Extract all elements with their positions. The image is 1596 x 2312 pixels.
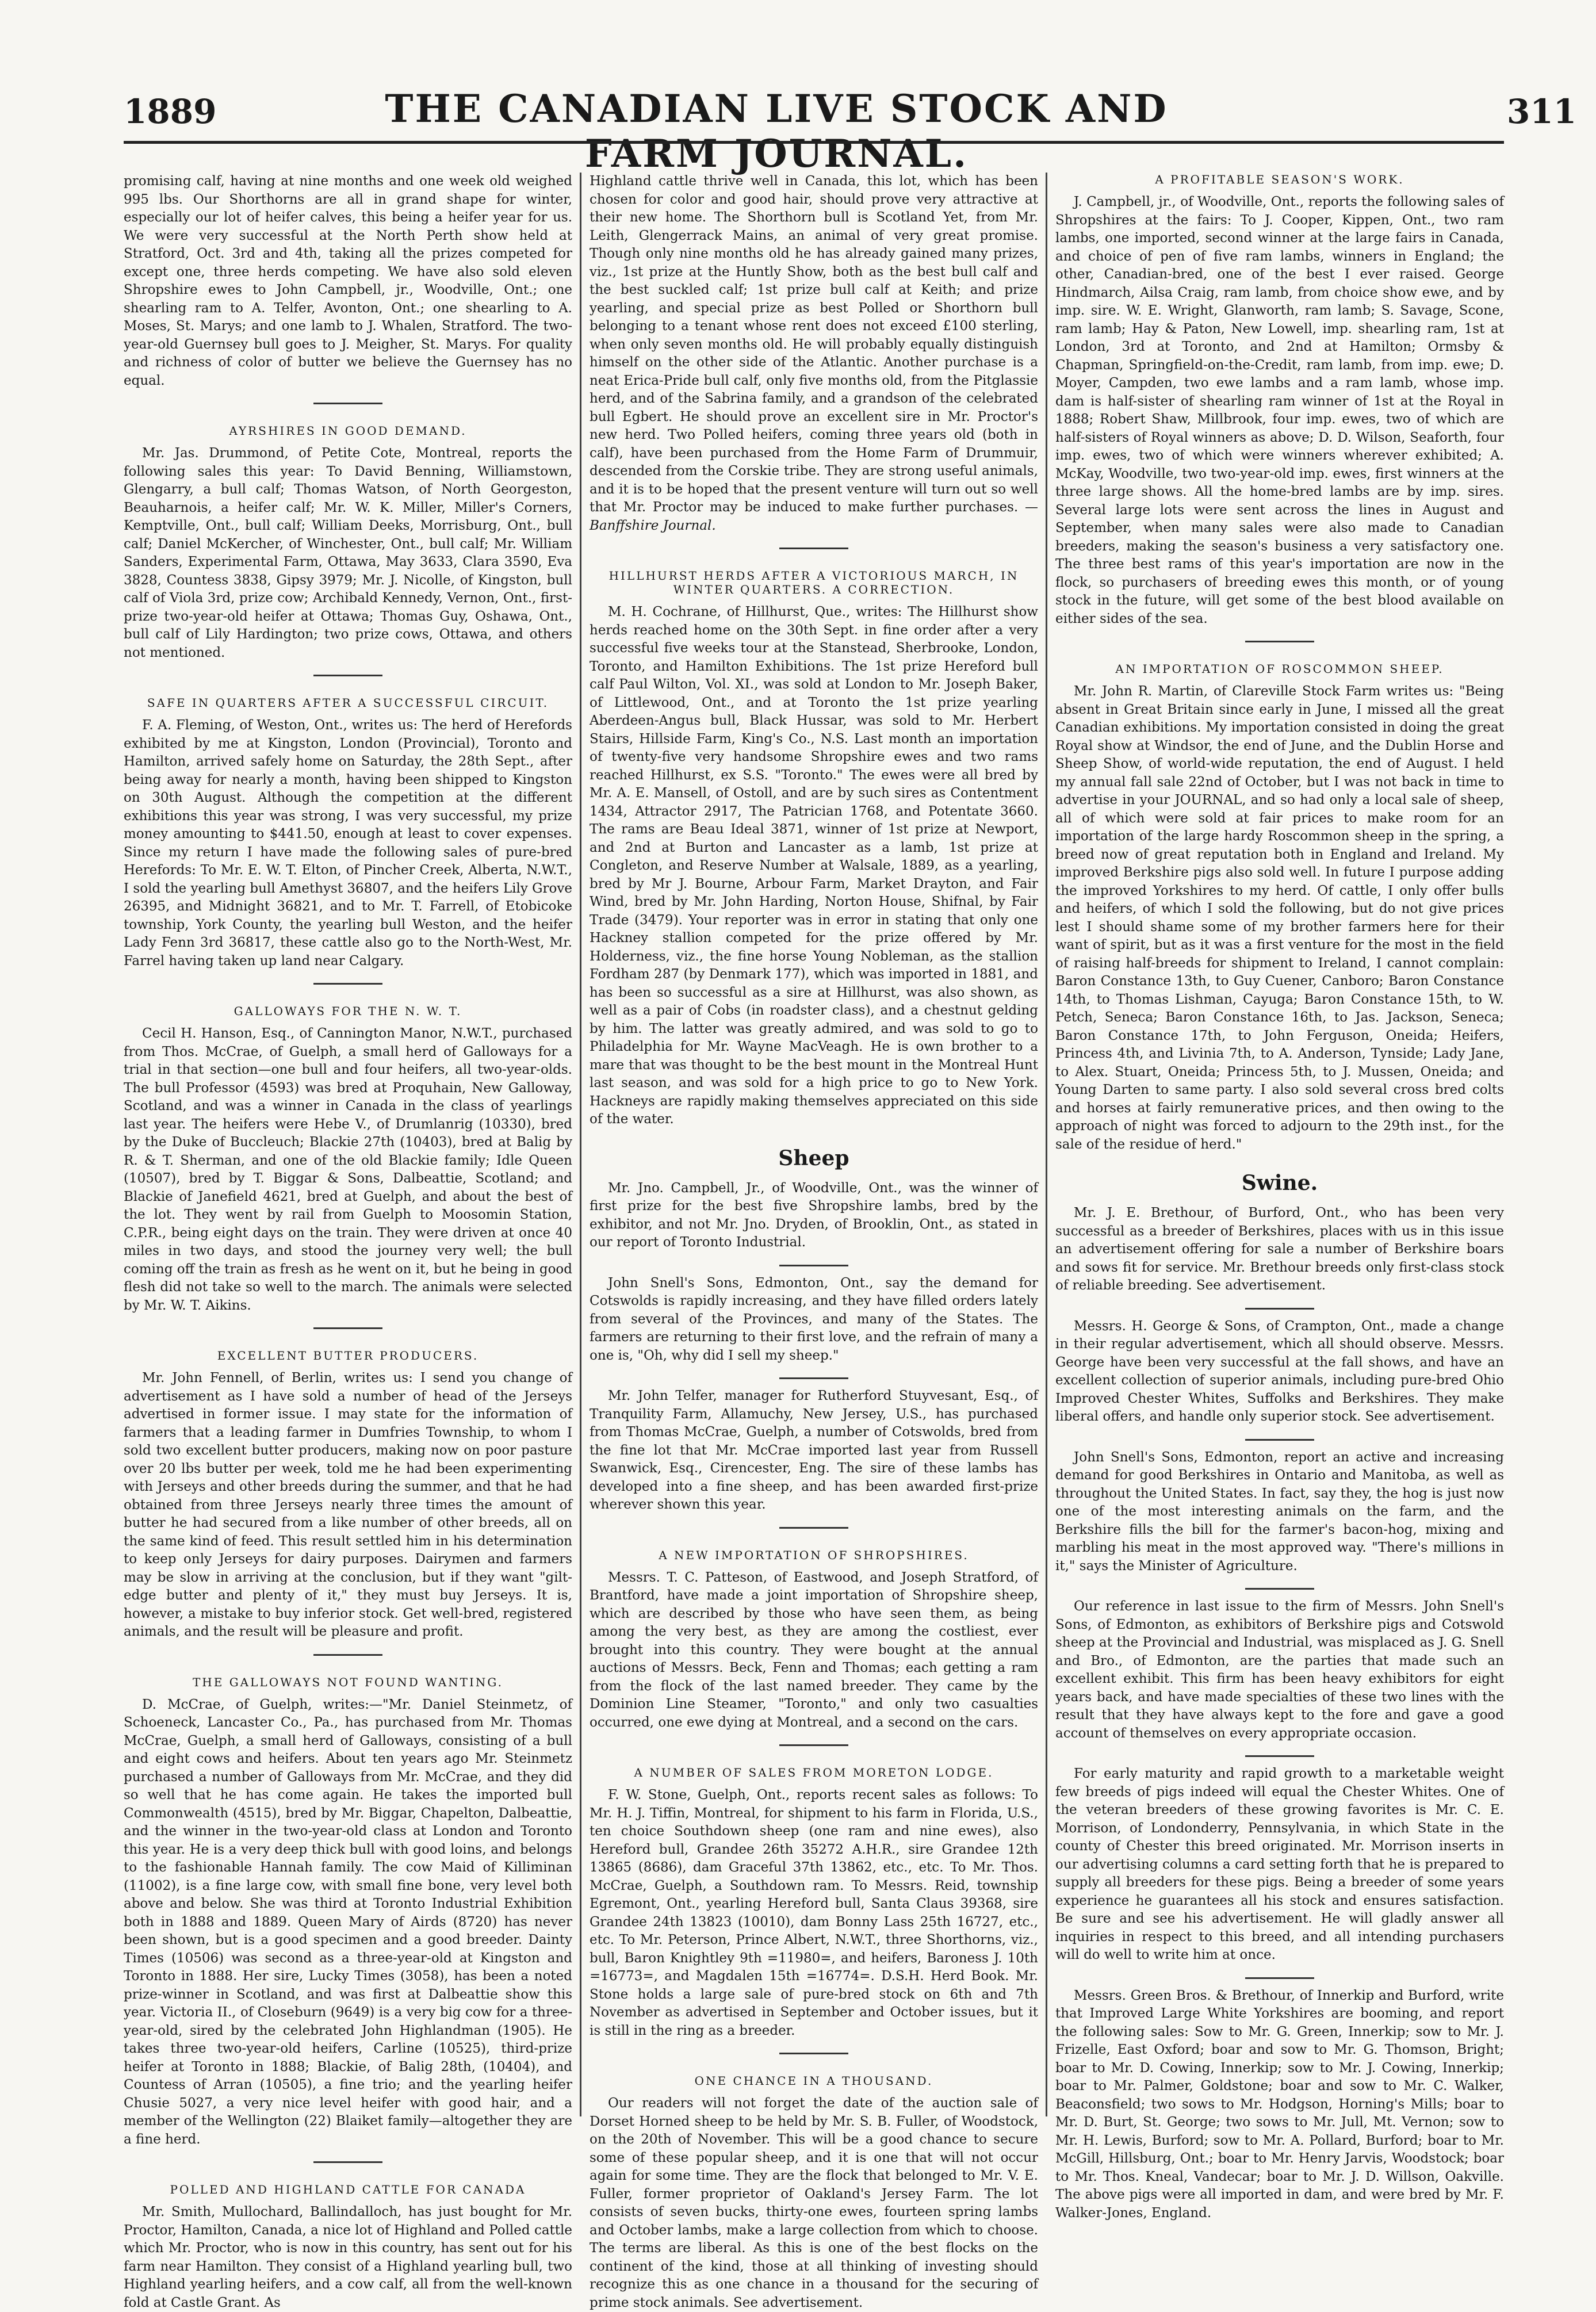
section-divider bbox=[1245, 1977, 1314, 1979]
section-divider bbox=[313, 403, 382, 404]
article-paragraph: Mr. John R. Martin, of Clareville Stock Farm writes us: "Being absent in Great Britain since early in June, I missed all the great Canadian exhibitions. My importation consisted in doing the great Royal show at Windsor, the end of June, and the Dublin Horse and Sheep Show, of world-wide reputation, the end of August. I held my annual fall sale 22nd of October, but I was not back in time to advertise in your JOURNAL, and so had only a local sale of sheep, all of which were sold at fair prices to make room for an importation of the large hardy Roscommon sheep in the spring, a breed now of great reputation both in England and Ireland. My improved Berkshire pigs also sold well. In future I purpose adding the improved Yorkshires to my herd. Of cattle, I only offer bulls and heifers, of which I sold the following, but do not give prices lest I should shame some of my brother farmers here for their want of spirit, but as it was a first venture for the most in the field of raising half-breeds for shipment to Ireland, I cannot complain: Baron Constance 13th, to Guy Cuener, Canboro; Baron Constance 14th, to Thomas Lishman, Cayuga; Baron Constance 15th, to W. Petch, Seneca; Baron Constance 16th, to Jas. Jackson, Seneca; Baron Constance 17th, to John Ferguson, Oneida; Heifers, Princess 4th, and Livinia 7th, to A. Anderson, Tynside; Lady Jane, to Alex. Stuart, Oneida; Princess 5th, to J. Mussen, Oneida; and Young Darten to same party. I also sold several cross bred colts and horses at fairly remunerative prices, and then owing to the approach of night was forced to adjourn to the 29th inst., for the sale of the residue of herd." bbox=[1055, 684, 1504, 1152]
section-divider bbox=[779, 1527, 848, 1529]
article-paragraph: Mr. Smith, Mullochard, Ballindalloch, has just bought for Mr. Proctor, Hamilton, Canada, a nice lot of Highland and Polled cattle which Mr. Proctor, who is now in this country, has sent out for his farm near Hamilton. They consist of a Highland yearling bull, two Highland yearling heifers, and a cow calf, all from the well-known fold at Castle Grant. As bbox=[124, 2204, 572, 2310]
journal-title: THE CANADIAN LIVE STOCK AND FARM JOURNAL. bbox=[385, 86, 1168, 176]
page-number: 311 bbox=[1507, 92, 1577, 131]
article-paragraph: Mr. John Telfer, manager for Rutherford Stuyvesant, Esq., of Tranquility Farm, Allamuchy, New Jersey, U.S., has purchased from Thomas McCrae, Guelph, a number of Cotswolds, bred from the fine lot that Mr. McCrae imported last year from Russell Swanwick, Esq., Cirencester, Eng. The sire of these lambs has developed into a fine sheep, and has been awarded first-prize wherever shown this year. bbox=[590, 1388, 1038, 1512]
article-paragraph: John Snell's Sons, Edmonton, Ont., say the demand for Cotswolds is rapidly increasing, and they have filled orders lately from several of the Provinces, and many of the States. The farmers are returning to their first love, and the refrain of many a one is, "Oh, why did I sell my sheep." bbox=[590, 1275, 1038, 1363]
article-heading: A PROFITABLE SEASON'S WORK. bbox=[1155, 173, 1404, 186]
article-paragraph: F. A. Fleming, of Weston, Ont., writes us: The herd of Herefords exhibited by me at Kingston, London (Provincial), Toronto and Hamilton, arrived safely home on Saturday, the 28th Sept., after being away for nearly a month, having been shipped to Kingston on 30th August. Although the competition at the different exhibitions this year was strong, I was very successful, my prize money amounting to $441.50, enough at least to cover expenses. Since my return I have made the following sales of pure-bred Herefords: To Mr. E. W. T. Elton, of Pincher Creek, Alberta, N.W.T., I sold the yearling bull Amethyst 36807, and the heifers Lily Grove 26395, and Midnight 36821, and to Mr. T. Farrell, of Etobicoke township, York County, the yearling bull Weston, and the heifer Lady Fenn 3rd 36817, these cattle also go to the North-West, Mr. Farrel having taken up land near Calgary. bbox=[124, 718, 572, 969]
article-heading: SAFE IN QUARTERS AFTER A SUCCESSFUL CIRCUIT. bbox=[147, 696, 549, 710]
section-divider bbox=[779, 548, 848, 549]
paragraph-text: Highland cattle thrive well in Canada, this lot, which has been chosen for color and good hair, should prove very attractive at their new home. The Shorthorn bull is Scotland Yet, from Mr. Leith, Glengerrack Mains, an animal of very great promise. Though only nine months old he has already gained many prizes, viz., 1st prize at the Huntly Show, both as the best bull calf and the best suckled calf; 1st prize bull calf at Keith; and prize yearling, and special prize as best Polled or Shorthorn bull belonging to a tenant whose rent does not exceed £100 sterling, when only seven months old. He will probably equally distinguish himself on the other side of the Atlantic. Another purchase is a neat Erica-Pride bull calf, only five months old, from the Pitglassie herd, and of the Sabrina family, and a grandson of the celebrated bull Egbert. He should prove an excellent sire in Mr. Proctor's new herd. Two Polled heifers, coming three years old (both in calf), have been purchased from the Home Farm of Drummuir, descended from the Corskie tribe. They are strong useful animals, and it is to be hoped that the present venture will turn out so well that Mr. Proctor may be induced to make further purchases. bbox=[590, 174, 1038, 515]
section-divider bbox=[313, 2161, 382, 2163]
article-paragraph: Mr. Jno. Campbell, Jr., of Woodville, Ont., was the winner of first prize for the best five Shropshire lambs, bred by the exhibitor, and not Mr. Jno. Dryden, of Brooklin, Ont., as stated in our report of Toronto Industrial. bbox=[590, 1180, 1038, 1250]
article-heading: HILLHURST HERDS AFTER A VICTORIOUS MARCH, IN WINTER QUARTERS. A CORRECTION. bbox=[608, 569, 1019, 596]
section-divider bbox=[779, 1744, 848, 1746]
article-paragraph: Mr. John Fennell, of Berlin, writes us: I send you change of advertisement as I have sold a number of head of the Jerseys advertised in former issue. I may state for the information of farmers that a leading farmer in Dumfries Township, to whom I sold two excellent butter producers, making now on poor pasture over 20 lbs butter per week, told me he had been experimenting with Jerseys and other breeds during the summer, and that he had obtained from three Jerseys nearly three times the amount of butter he had secured from a like number of other breeds, all on the same kind of feed. This result settled him in his determination to keep only Jerseys for dairy purposes. Dairymen and farmers may be slow in arriving at the conclusion, but if they want "gilt-edge butter and plenty of it," they must buy Jerseys. It is, however, a mistake to buy inferior stock. Get well-bred, registered animals, and the result will be pleasure and profit. bbox=[124, 1371, 572, 1639]
article-paragraph: J. Campbell, jr., of Woodville, Ont., reports the following sales of Shropshires at the fairs: To J. Cooper, Kippen, Ont., two ram lambs, one imported, second winner at the large fairs in Canada, and choice of pen of five ram lambs, winners in England; the other, Canadian-bred, one of the best I ever raised. George Hindmarch, Ailsa Craig, ram lamb, from choice show ewe, and by imp. sire. W. E. Wright, Glanworth, ram lamb; S. Savage, Scone, ram lamb; Hay & Paton, New Lowell, imp. shearling ram, 1st at London, 3rd at Toronto, and 2nd at Hamilton; Ormsby & Chapman, Springfield-on-the-Credit, ram lamb, from imp. ewe; D. Moyer, Campden, two ewe lambs and a ram lamb, whose imp. dam is half-sister of shearling ram winner of 1st at the Royal in 1888; Robert Shaw, Millbrook, four imp. ewes, two of which are half-sisters of Royal winners as above; D. D. Wilson, Seaforth, four imp. ewes, two of which were winners wherever exhibited; A. McKay, Woodville, two two-year-old imp. ewes, first winners at the three large shows. All the home-bred lambs are by imp. sires. Several large lots were sent across the lines in August and September, when many sales were also made to Canadian breeders, making the season's business a very satisfactory one. The three best rams of this year's importation are now in the flock, so purchasers of breeding ewes this month, or of young stock in the future, will get some of the best blood available on either sides of the sea. bbox=[1055, 194, 1504, 626]
article-paragraph: promising calf, having at nine months and one week old weighed 995 lbs. Our Shorthorns are all in grand shape for winter, especially our lot of heifer calves, this being a heifer year for us. We were very successful at the North Perth show held at Stratford, Oct. 3rd and 4th, taking all the prizes competed for except one, three herds competing. We have also sold eleven Shropshire ewes to John Campbell, jr., Woodville, Ont.; one shearling ram to A. Telfer, Avonton, Ont.; one shearling to A. Moses, St. Marys; and one lamb to J. Whalen, Stratford. The two-year-old Guernsey bull goes to J. Meigher, St. Marys. For quality and richness of color of butter we believe the Guernsey has no equal. bbox=[124, 174, 572, 388]
article-paragraph: M. H. Cochrane, of Hillhurst, Que., writes: The Hillhurst show herds reached home on the 30th Sept. in fine order after a very successful five weeks tour at the Stanstead, Sherbrooke, London, Toronto, and Hamilton Exhibitions. The 1st prize Hereford bull calf Paul Wilton, Vol. XI., was sold at London to Mr. Joseph Baker, of Littlewood, Ont., and at Toronto the 1st prize yearling Aberdeen-Angus bull, Black Hussar, was sold to Mr. Herbert Stairs, Hillside Farm, King's Co., N.S. Last month an importation of twenty-five very handsome Shropshire ewes and two rams reached Hillhurst, ex S.S. "Toronto." The ewes were all bred by Mr. A. E. Mansell, of Ostoll, and are by such sires as Contentment 1434, Attractor 2917, The Patrician 1768, and Potentate 3660. The rams are Beau Ideal 3871, winner of 1st prize at Newport, and 2nd at Burton and Lancaster as a lamb, 1st prize at Congleton, and Reserve Number at Walsale, 1889, as a yearling, bred by Mr J. Bourne, Arbour Farm, Market Drayton, and Fair Wind, bred by Mr. John Harding, Norton House, Shifnal, by Fair Trade (3479). Your reporter was in error in stating that only one Hackney stallion competed for the prize offered by Mr. Holderness, viz., the fine horse Young Nobleman, as the stallion Fordham 287 (by Denmark 177), which was imported in 1881, and has been so successful as a sire at Hillhurst, was also shown, as well as a pair of Cobs (in roadster class), and a chestnut gelding by him. The latter was greatly admired, and was sold to go to Philadelphia for Mr. Wayne MacVeagh. He is own brother to a mare that was thought to be the best mount in the Montreal Hunt last season, and was sold for a high price to go to New York. Hackneys are rapidly making themselves appreciated on this side of the water. bbox=[590, 604, 1038, 1127]
article-heading: AN IMPORTATION OF ROSCOMMON SHEEP. bbox=[1115, 662, 1444, 676]
article-paragraph: F. W. Stone, Guelph, Ont., reports recent sales as follows: To Mr. H. J. Tiffin, Montreal, for shipment to his farm in Florida, U.S., ten choice Southdown sheep (one ram and nine ewes), also Hereford bull, Grandee 26th 35272 A.H.R., sire Grandee 12th 13865 (8686), dam Graceful 37th 13862, etc., etc. To Mr. Thos. McCrae, Guelph, a Southdown ram. To Messrs. Reid, township Egremont, Ont., yearling Hereford bull, Santa Claus 39368, sire Grandee 24th 13823 (10010), dam Bonny Lass 25th 16727, etc., etc. To Mr. Peterson, Prince Albert, N.W.T., three Shorthorns, viz., bull, Baron Knightley 9th =11980=, and heifers, Baroness J. 10th =16773=, and Magdalen 15th =16774=. D.S.H. Herd Book. Mr. Stone holds a large sale of pure-bred stock on 6th and 7th November as advertised in September and October issues, but it is still in the ring as a breeder. bbox=[590, 1787, 1038, 2038]
article-paragraph: For early maturity and rapid growth to a marketable weight few breeds of pigs indeed will equal the Chester Whites. One of the veteran breeders of these growing favorites is Mr. C. E. Morrison, of Londonderry, Pennsylvania, in which State in the county of Chester this breed originated. Mr. Morrison inserts in our advertising columns a card setting forth that he is prepared to supply all breeders for these pigs. Being a breeder of some years experience he guarantees all his stock and ensures satisfaction. Be sure and see his advertisement. He will gladly answer all inquiries in respect to this breed, and all intending purchasers will do well to write him at once. bbox=[1055, 1766, 1504, 1962]
article-heading: A NEW IMPORTATION OF SHROPSHIRES. bbox=[659, 1548, 969, 1562]
section-divider bbox=[779, 2053, 848, 2054]
section-divider bbox=[1245, 641, 1314, 642]
section-divider bbox=[1245, 1308, 1314, 1310]
article-heading: AYRSHIRES IN GOOD DEMAND. bbox=[229, 424, 467, 438]
section-divider bbox=[779, 1265, 848, 1266]
article-heading: THE GALLOWAYS NOT FOUND WANTING. bbox=[192, 1675, 504, 1689]
section-divider bbox=[313, 983, 382, 985]
column-rule bbox=[1046, 173, 1047, 2116]
header-rule bbox=[124, 141, 1504, 144]
section-divider bbox=[1245, 1755, 1314, 1757]
article-paragraph: Our reference in last issue to the firm of Messrs. John Snell's Sons, of Edmonton, as exhibitors of Berkshire pigs and Cotswold sheep at the Provincial and Industrial, was misplaced as J. G. Snell and Bro., of Edmonton, are the parties that made such an excellent exhibit. This firm has been heavy exhibitors for eight years back, and have made specialties of these two lines with the result that they have always kept to the fore and gave a good account of themselves on every appropriate occasion. bbox=[1055, 1599, 1504, 1741]
article-paragraph: Messrs. Green Bros. & Brethour, of Innerkip and Burford, write that Improved Large White Yorkshires are booming, and report the following sales: Sow to Mr. G. Green, Innerkip; sow to Mr. J. Frizelle, East Oxford; boar and sow to Mr. G. Thomson, Bright; boar to Mr. D. Cowing, Innerkip; sow to Mr. J. Cowing, Innerkip; boar to Mr. Palmer, Goldstone; boar and sow to Mr. C. Walker, Beaconsfield; two sows to Mr. Hodgson, Horning's Mills; boar to Mr. D. Burt, St. George; two sows to Mr. Jull, Mt. Vernon; sow to Mr. H. Lewis, Burford; sow to Mr. A. Pollard, Burford; boar to Mr. McGill, Hillsburg, Ont.; boar to Mr. Henry Jarvis, Woodstock; boar to Mr. Thos. Kneal, Vandecar; boar to Mr. J. D. Willson, Oakville. The above pigs were all imported in dam, and were bred by Mr. F. Walker-Jones, England. bbox=[1055, 1988, 1504, 2221]
article-paragraph: Mr. Jas. Drummond, of Petite Cote, Montreal, reports the following sales this year: To David Benning, Williamstown, Glengarry, a bull calf; Thomas Watson, of North Georgeston, Beauharnois, a heifer calf; Mr. W. K. Miller, Miller's Corners, Kemptville, Ont., bull calf; William Deeks, Morrisburg, Ont., bull calf; Daniel McKercher, of Winchester, Ont., bull calf; Mr. William Sanders, Experimental Farm, Ottawa, May 3633, Clara 3590, Eva 3828, Countess 3838, Gipsy 3979; Mr. J. Nicolle, of Kingston, bull calf of Viola 3rd, prize cow; Archibald Kennedy, Vernon, Ont., first-prize two-year-old heifer at Ottawa; Thomas Guy, Oshawa, Ont., bull calf of Lily Hardington; two prize cows, Ottawa, and others not mentioned. bbox=[124, 446, 572, 660]
article-paragraph: Our readers will not forget the date of the auction sale of Dorset Horned sheep to be held by Mr. S. B. Fuller, of Woodstock, on the 20th of November. This will be a good chance to secure some of these popular sheep, and it is one that will not occur again for some time. They are the flock that belonged to Mr. V. E. Fuller, former proprietor of Oakland's Jersey Farm. The lot consists of seven bucks, thirty-one ewes, fourteen spring lambs and October lambs, make a large collection from which to choose. The terms are liberal. As this is one of the best flocks on the continent of the kind, those at all thinking of investing should recognize this as one chance in a thousand for the securing of prime stock animals. See advertisement. bbox=[590, 2096, 1038, 2310]
header-year: 1889 bbox=[124, 92, 217, 131]
article-paragraph: Messrs. H. George & Sons, of Crampton, Ont., made a change in their regular advertisement, which all should observe. Messrs. George have been very successful at the fall shows, and have an excellent collection of superior animals, including pure-bred Ohio Improved Chester Whites, Suffolks and Berkshires. They make liberal offers, and handle only superior stock. See advertisement. bbox=[1055, 1318, 1504, 1424]
section-heading-swine: Swine. bbox=[1241, 1171, 1318, 1195]
column-2 bbox=[590, 173, 1039, 2310]
article-heading: EXCELLENT BUTTER PRODUCERS. bbox=[217, 1349, 479, 1362]
section-divider bbox=[313, 675, 382, 676]
column-rule bbox=[580, 173, 581, 2116]
article-heading: A NUMBER OF SALES FROM MORETON LODGE. bbox=[634, 1766, 994, 1779]
section-divider bbox=[1245, 1439, 1314, 1441]
column-1 bbox=[124, 173, 572, 2310]
article-paragraph: Mr. J. E. Brethour, of Burford, Ont., who has been very successful as a breeder of Berkshires, places with us in this issue an advertisement offering for sale a number of Berkshire boars and sows fit for service. Mr. Brethour breeds only first-class stock of reliable breeding. See advertisement. bbox=[1055, 1205, 1504, 1293]
article-paragraph: Messrs. T. C. Patteson, of Eastwood, and Joseph Stratford, of Brantford, have made a joint importation of Shropshire sheep, which are described by those who have seen them, as being among the very best, as they are among the costliest, ever brought into this country. They were bought at the annual auctions of Messrs. Beck, Fenn and Thomas; each getting a ram from the flock of the last named breeder. They came by the Dominion Line Steamer, "Toronto," and only two casualties occurred, one ewe dying at Montreal, and a second on the cars. bbox=[590, 1570, 1038, 1730]
column-3 bbox=[1055, 173, 1504, 2221]
article-heading: POLLED AND HIGHLAND CATTLE FOR CANADA bbox=[170, 2183, 526, 2196]
article-heading: ONE CHANCE IN A THOUSAND. bbox=[694, 2074, 933, 2088]
section-divider bbox=[1245, 1588, 1314, 1590]
section-divider bbox=[313, 1327, 382, 1329]
article-heading: GALLOWAYS FOR THE N. W. T. bbox=[234, 1004, 462, 1018]
article-paragraph: John Snell's Sons, Edmonton, report an active and increasing demand for good Berkshires in Ontario and Manitoba, as well as throughout the United States. In fact, say they, the hog is just now one of the most interesting animals on the farm, and the Berkshire fills the bill for the farmer's bacon-hog, mixing and marbling his meat in the most approved way. "There's millions in it," says the Minister of Agriculture. bbox=[1055, 1449, 1504, 1574]
article-paragraph: Cecil H. Hanson, Esq., of Cannington Manor, N.W.T., purchased from Thos. McCrae, of Guelph, a small herd of Galloways for a trial in that section—one bull and four heifers, all two-year-olds. The bull Professor (4593) was bred at Proquhain, New Galloway, Scotland, and was a winner in Canada in the class of yearlings last year. The heifers were Hebe V., of Drumlanrig (10330), bred by the Duke of Buccleuch; Blackie 27th (10403), bred at Balig by R. & T. Sherman, and one of the old Blackie family; Idle Queen (10507), bred by T. Biggar & Sons, Dalbeattie, Scotland; and Blackie of Janefield 4621, bred at Guelph, and about the best of the lot. They went by rail from Guelph to Moosomin Station, C.P.R., being eight days on the train. They were driven at once 40 miles in two days, and stood the journey very well; the bull coming off the train as fresh as he went on it, but he being in good flesh did not take so well to the march. The animals were selected by Mr. W. T. Aikins. bbox=[124, 1026, 572, 1313]
article-paragraph bbox=[590, 173, 1038, 535]
section-heading-sheep: Sheep bbox=[778, 1146, 849, 1170]
article-paragraph: D. McCrae, of Guelph, writes:—"Mr. Daniel Steinmetz, of Schoeneck, Lancaster Co., Pa., has purchased from Mr. Thomas McCrae, Guelph, a small herd of Galloways, consisting of a bull and eight cows and heifers. About ten years ago Mr. Steinmetz purchased a number of Galloways from Mr. McCrae, and they did so well that he has come again. He takes the imported bull Commonwealth (4515), bred by Mr. Biggar, Chapelton, Dalbeattie, and the winner in the two-year-old class at London and Toronto this year. He is a very deep thick bull with good loins, and belongs to the fashionable Hannah family. The cow Maid of Killiminan (11002), is a fine large cow, with small fine bone, very level both above and below. She was third at Toronto Industrial Exhibition both in 1888 and 1889. Queen Mary of Airds (8720) has never been shown, but is a good specimen and a good breeder. Dainty Times (10506) was second as a three-year-old at Kingston and Toronto in 1888. Her sire, Lucky Times (3058), has been a noted prize-winner in Scotland, and was first at Dalbeattie show this year. Victoria II., of Closeburn (9649) is a very big cow for a three-year-old, sired by the celebrated John Highlandman (1905). He takes three two-year-old heifers, Carline (10525), third-prize heifer at Toronto in 1888; Blackie, of Balig 28th, (10404), and Countess of Arran (10505), a fine trio; and the yearling heifer Chusie 5027, a very nice level heifer with good hair, and a member of the Wellington (22) Blaiket family—altogether they are a fine herd. bbox=[124, 1697, 572, 2147]
source-credit: —Banffshire Journal. bbox=[590, 500, 1039, 533]
section-divider bbox=[779, 1377, 848, 1379]
section-divider bbox=[313, 1654, 382, 1656]
page-header bbox=[0, 86, 1596, 176]
